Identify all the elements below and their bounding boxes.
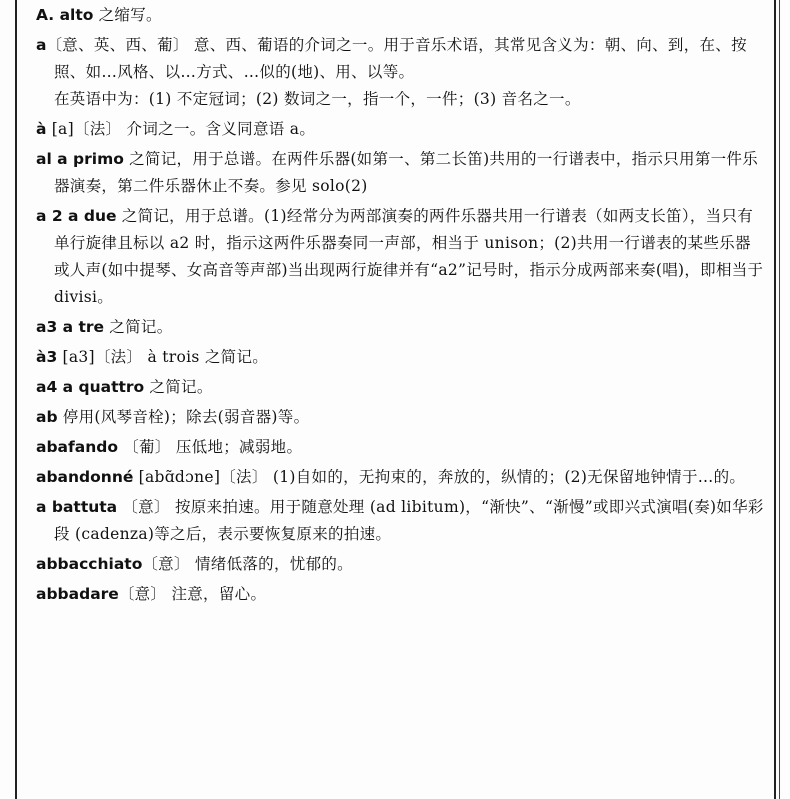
entry-a3 bbox=[36, 314, 766, 341]
entry-headword: A. alto bbox=[36, 6, 94, 24]
entry-definition: [a]〔法〕 介词之一。含义同意语 a。 bbox=[46, 120, 316, 138]
entry-definition: 之简记，用于总谱。在两件乐器(如第一、第二长笛)共用的一行谱表中，指示只用第一件乐器演奏，第二件乐器休止不奏。参见 solo(2) bbox=[54, 150, 759, 195]
entry-definition: 〔意〕 按原来拍速。用于随意处理 (ad libitum)，“渐快”、“渐慢”或即兴式演唱(奏)如华彩段 (cadenza)等之后，表示要恢复原来的拍速。 bbox=[54, 498, 764, 543]
entry-a-battuta bbox=[36, 494, 766, 548]
entry-abafando bbox=[36, 434, 766, 461]
entry-definition: 〔意〕 情绪低落的，忧郁的。 bbox=[142, 555, 353, 573]
entry-a-2 bbox=[36, 203, 766, 311]
entry-list bbox=[36, 2, 766, 611]
entry-headword: a bbox=[36, 36, 47, 54]
entry-definition: 停用(风琴音栓)；除去(弱音器)等。 bbox=[57, 408, 310, 426]
entry-headword: a battuta bbox=[36, 498, 118, 516]
entry-abandonne bbox=[36, 464, 766, 491]
entry-a-grave bbox=[36, 116, 766, 143]
entry-a4 bbox=[36, 374, 766, 401]
entry-ab bbox=[36, 404, 766, 431]
entry-definition: [abɑ̃dɔne]〔法〕 (1)自如的，无拘束的，奔放的，纵情的；(2)无保留地钟情于…的。 bbox=[133, 468, 746, 486]
entry-abbadare bbox=[36, 581, 766, 608]
entry-definition: 〔意、英、西、葡〕 意、西、葡语的介词之一。用于音乐术语，其常见含义为：朝、向、到，在、按照、如…风格、以…方式、…似的(地)、用、以等。 bbox=[46, 36, 747, 81]
entry-definition: [a3]〔法〕 à trois 之简记。 bbox=[57, 348, 269, 366]
entry-headword: abbacchiato bbox=[36, 555, 143, 573]
entry-headword: al a primo bbox=[36, 150, 124, 168]
left-margin-rule bbox=[15, 0, 17, 799]
entry-definition: 之简记。 bbox=[144, 378, 213, 396]
entry-headword: a3 a tre bbox=[36, 318, 105, 336]
entry-a bbox=[36, 32, 766, 86]
entry-headword: abafando bbox=[36, 438, 118, 456]
entry-headword: a4 a quattro bbox=[36, 378, 145, 396]
entry-headword: à bbox=[36, 120, 47, 138]
entry-al-a-primo bbox=[36, 146, 766, 200]
entry-definition: 在英语中为：(1) 不定冠词；(2) 数词之一，指一个，一件；(3) 音名之一。 bbox=[54, 90, 581, 108]
right-margin-rule bbox=[774, 0, 776, 799]
entry-definition: 〔葡〕 压低地；减弱地。 bbox=[118, 438, 303, 456]
entry-definition: 之缩写。 bbox=[93, 6, 162, 24]
entry-headword: a 2 a due bbox=[36, 207, 117, 225]
entry-definition: 之简记，用于总谱。(1)经常分为两部演奏的两件乐器共用一行谱表（如两支长笛），当只有单行旋律且标以 a2 时，指示这两件乐器奏同一声部，相当于 unison；(2)共用一行谱表的某些乐器或人声(如中提琴、女高音等声部)当出现两行旋律并有“a2”记号时，指示分成两部来奏(唱)，即相当于 divisi。 bbox=[54, 207, 764, 306]
entry-a-grave-3 bbox=[36, 344, 766, 371]
entry-headword: abandonné bbox=[36, 468, 134, 486]
entry-headword: ab bbox=[36, 408, 58, 426]
right-margin-rule-inner bbox=[779, 0, 780, 799]
entry-a-alto bbox=[36, 2, 766, 29]
entry-a-english-sense bbox=[36, 86, 766, 113]
entry-headword: abbadare bbox=[36, 585, 119, 603]
entry-abbacchiato bbox=[36, 551, 766, 578]
entry-definition: 〔意〕 注意，留心。 bbox=[118, 585, 267, 603]
entry-definition: 之简记。 bbox=[104, 318, 173, 336]
entry-headword: à3 bbox=[36, 348, 58, 366]
